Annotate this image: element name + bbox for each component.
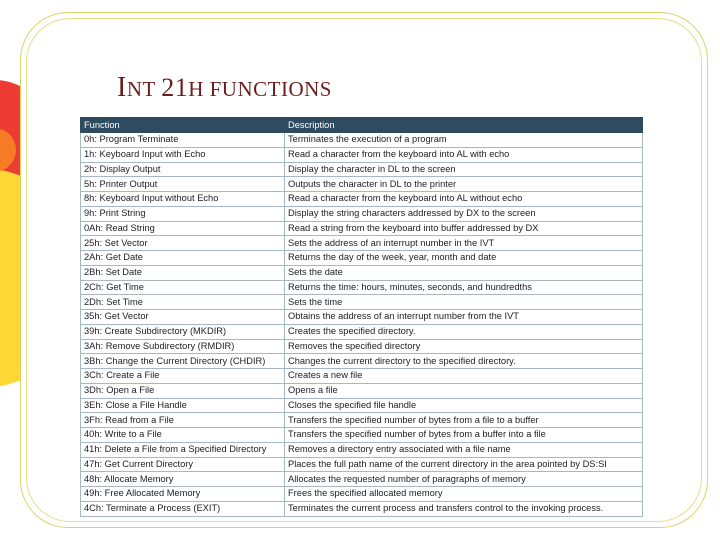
function-cell: 2Ah: Get Date — [81, 251, 285, 266]
table-row — [81, 472, 643, 487]
header-function: Function — [81, 118, 285, 133]
table-row — [81, 206, 643, 221]
description-cell: Allocates the requested number of paragraphs of memory — [285, 472, 643, 487]
description-cell: Returns the time: hours, minutes, seconds, and hundredths — [285, 280, 643, 295]
table-row — [81, 221, 643, 236]
function-cell: 0h: Program Terminate — [81, 133, 285, 148]
description-cell: Read a character from the keyboard into AL with echo — [285, 147, 643, 162]
table-row — [81, 265, 643, 280]
function-cell: 3Ch: Create a File — [81, 369, 285, 384]
description-cell: Sets the address of an interrupt number in the IVT — [285, 236, 643, 251]
title-initial: I — [117, 72, 127, 103]
table-row — [81, 133, 643, 148]
description-cell: Removes a directory entry associated with a file name — [285, 442, 643, 457]
function-cell: 3Ah: Remove Subdirectory (RMDIR) — [81, 339, 285, 354]
table-row — [81, 251, 643, 266]
function-cell: 47h: Get Current Directory — [81, 457, 285, 472]
description-cell: Transfers the specified number of bytes from a file to a buffer — [285, 413, 643, 428]
function-cell: 2Bh: Set Date — [81, 265, 285, 280]
function-cell: 3Bh: Change the Current Directory (CHDIR) — [81, 354, 285, 369]
table-row — [81, 487, 643, 502]
description-cell: Changes the current directory to the specified directory. — [285, 354, 643, 369]
function-cell: 39h: Create Subdirectory (MKDIR) — [81, 324, 285, 339]
table-row — [81, 192, 643, 207]
function-cell: 3Fh: Read from a File — [81, 413, 285, 428]
description-cell: Display the character in DL to the screen — [285, 162, 643, 177]
table-row — [81, 147, 643, 162]
table-row — [81, 501, 643, 516]
description-cell: Opens a file — [285, 383, 643, 398]
table-body — [81, 133, 643, 517]
description-cell: Terminates the current process and transfers control to the invoking process. — [285, 501, 643, 516]
description-cell: Read a string from the keyboard into buffer addressed by DX — [285, 221, 643, 236]
table-row — [81, 398, 643, 413]
table-row — [81, 162, 643, 177]
function-cell: 9h: Print String — [81, 206, 285, 221]
function-cell: 2Ch: Get Time — [81, 280, 285, 295]
table-row — [81, 177, 643, 192]
table-row — [81, 383, 643, 398]
function-cell: 8h: Keyboard Input without Echo — [81, 192, 285, 207]
description-cell: Creates a new file — [285, 369, 643, 384]
function-cell: 40h: Write to a File — [81, 428, 285, 443]
title-suffix: H FUNCTIONS — [188, 77, 332, 101]
description-cell: Creates the specified directory. — [285, 324, 643, 339]
table-row — [81, 339, 643, 354]
description-cell: Removes the specified directory — [285, 339, 643, 354]
function-cell: 3Eh: Close a File Handle — [81, 398, 285, 413]
description-cell: Display the string characters addressed by DX to the screen — [285, 206, 643, 221]
function-cell: 0Ah: Read String — [81, 221, 285, 236]
table-row — [81, 310, 643, 325]
table-row — [81, 280, 643, 295]
description-cell: Sets the date — [285, 265, 643, 280]
function-cell: 2h: Display Output — [81, 162, 285, 177]
table-row — [81, 428, 643, 443]
description-cell: Transfers the specified number of bytes from a buffer into a file — [285, 428, 643, 443]
description-cell: Frees the specified allocated memory — [285, 487, 643, 502]
title-number: 21 — [161, 73, 189, 102]
function-cell: 49h: Free Allocated Memory — [81, 487, 285, 502]
header-description: Description — [285, 118, 643, 133]
table-row — [81, 324, 643, 339]
table-row — [81, 442, 643, 457]
function-cell: 25h: Set Vector — [81, 236, 285, 251]
function-cell: 41h: Delete a File from a Specified Directory — [81, 442, 285, 457]
table-row — [81, 413, 643, 428]
slide-title — [117, 72, 332, 104]
function-cell: 2Dh: Set Time — [81, 295, 285, 310]
description-cell: Read a character from the keyboard into AL without echo — [285, 192, 643, 207]
description-cell: Closes the specified file handle — [285, 398, 643, 413]
function-cell: 5h: Printer Output — [81, 177, 285, 192]
table-row — [81, 354, 643, 369]
description-cell: Outputs the character in DL to the printer — [285, 177, 643, 192]
functions-table — [80, 117, 643, 517]
description-cell: Sets the time — [285, 295, 643, 310]
table-row — [81, 457, 643, 472]
title-rest: NT — [126, 77, 162, 101]
description-cell: Returns the day of the week, year, month and date — [285, 251, 643, 266]
table-header-row — [81, 118, 643, 133]
description-cell: Places the full path name of the current directory in the area pointed by DS:SI — [285, 457, 643, 472]
function-cell: 48h: Allocate Memory — [81, 472, 285, 487]
table-row — [81, 295, 643, 310]
table-row — [81, 236, 643, 251]
function-cell: 1h: Keyboard Input with Echo — [81, 147, 285, 162]
description-cell: Terminates the execution of a program — [285, 133, 643, 148]
function-cell: 3Dh: Open a File — [81, 383, 285, 398]
table-row — [81, 369, 643, 384]
description-cell: Obtains the address of an interrupt number from the IVT — [285, 310, 643, 325]
function-cell: 4Ch: Terminate a Process (EXIT) — [81, 501, 285, 516]
function-cell: 35h: Get Vector — [81, 310, 285, 325]
